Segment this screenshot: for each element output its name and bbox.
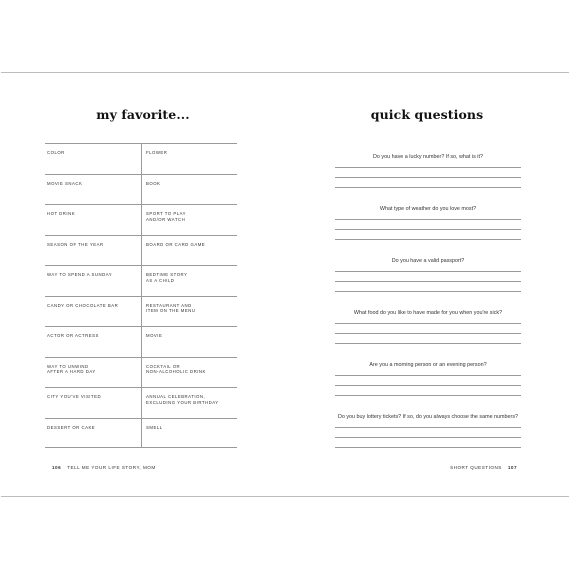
answer-line[interactable] xyxy=(335,395,521,396)
favorite-prompt[interactable]: ACTOR OR ACTRESS xyxy=(47,333,99,338)
column-divider xyxy=(141,175,142,205)
answer-line[interactable] xyxy=(335,375,521,376)
favorite-prompt[interactable]: COCKTAIL OR NON-ALCOHOLIC DRINK xyxy=(146,363,206,375)
question-text: Do you have a lucky number? If so, what is it? xyxy=(373,154,483,160)
favorite-prompt[interactable]: CANDY OR CHOCOLATE BAR xyxy=(47,302,119,308)
column-divider xyxy=(141,388,142,418)
favorite-prompt[interactable]: MOVIE xyxy=(146,333,163,338)
page-number: 106 xyxy=(52,465,62,470)
favorite-prompt[interactable]: HOT DRINK xyxy=(47,211,76,216)
page-heading-favorites: my favorite... xyxy=(96,107,190,122)
question-item xyxy=(333,205,523,257)
favorite-prompt[interactable]: BOARD OR CARD GAME xyxy=(146,241,206,247)
favorites-row xyxy=(45,296,237,327)
answer-line[interactable] xyxy=(335,323,521,324)
column-divider xyxy=(141,327,142,357)
column-divider xyxy=(141,297,142,327)
answer-line[interactable] xyxy=(335,187,521,188)
right-page xyxy=(285,73,569,496)
favorite-prompt[interactable]: SPORT TO PLAY AND/OR WATCH xyxy=(146,211,187,222)
answer-line[interactable] xyxy=(335,447,521,448)
favorite-prompt[interactable]: COLOR xyxy=(47,150,65,155)
answer-line[interactable] xyxy=(335,437,521,438)
favorite-prompt[interactable]: WAY TO SPEND A SUNDAY xyxy=(47,272,113,277)
favorite-prompt[interactable]: SMELL xyxy=(146,424,163,430)
column-divider xyxy=(141,419,142,448)
answer-line[interactable] xyxy=(335,177,521,178)
favorites-row xyxy=(45,418,237,449)
column-divider xyxy=(141,236,142,266)
favorites-row xyxy=(45,235,237,266)
book-spread xyxy=(1,72,569,497)
favorites-row xyxy=(45,174,237,205)
right-page-footer xyxy=(450,465,523,470)
favorites-row xyxy=(45,357,237,388)
question-item xyxy=(333,361,523,413)
favorite-prompt[interactable]: BOOK xyxy=(146,180,161,186)
question-item xyxy=(333,153,523,205)
answer-line[interactable] xyxy=(335,219,521,220)
answer-line[interactable] xyxy=(335,343,521,344)
favorite-prompt[interactable]: WAY TO UNWIND AFTER A HARD DAY xyxy=(47,363,96,375)
question-text: Do you have a valid passport? xyxy=(391,258,465,264)
column-divider xyxy=(141,358,142,388)
question-item xyxy=(333,309,523,361)
favorite-prompt[interactable]: SEASON OF THE YEAR xyxy=(47,241,104,247)
page-heading-quick-questions: quick questions xyxy=(370,107,484,122)
question-text: Do you buy lottery tickets? If so, do you always choose the same numbers? xyxy=(337,414,519,420)
column-divider xyxy=(141,266,142,296)
answer-line[interactable] xyxy=(335,385,521,386)
answer-line[interactable] xyxy=(335,239,521,240)
favorites-row xyxy=(45,387,237,418)
answer-line[interactable] xyxy=(335,333,521,334)
favorites-row xyxy=(45,204,237,235)
favorites-row xyxy=(45,265,237,296)
left-page-footer xyxy=(46,465,156,470)
favorite-prompt[interactable]: FLOWER xyxy=(146,150,168,155)
question-text: Are you a morning person or an evening person? xyxy=(369,362,487,368)
favorite-prompt[interactable]: CITY YOU'VE VISITED xyxy=(47,394,102,399)
question-item xyxy=(333,257,523,309)
answer-line[interactable] xyxy=(335,167,521,168)
answer-line[interactable] xyxy=(335,281,521,282)
question-item xyxy=(333,413,523,465)
favorite-prompt[interactable]: MOVIE SNACK xyxy=(47,180,83,186)
favorite-prompt[interactable]: DESSERT OR CAKE xyxy=(47,424,96,430)
page-number: 107 xyxy=(507,465,517,470)
answer-line[interactable] xyxy=(335,271,521,272)
answer-line[interactable] xyxy=(335,291,521,292)
favorite-prompt[interactable]: BEDTIME STORY AS A CHILD xyxy=(146,272,188,283)
favorite-prompt[interactable]: ANNUAL CELEBRATION, EXCLUDING YOUR BIRTHDAY xyxy=(146,394,219,405)
favorites-grid xyxy=(45,143,237,448)
questions-list xyxy=(333,153,523,465)
running-title: TELL ME YOUR LIFE STORY, MOM xyxy=(67,465,156,470)
favorites-row xyxy=(45,326,237,357)
question-text: What type of weather do you love most? xyxy=(379,206,477,212)
answer-line[interactable] xyxy=(335,427,521,428)
left-page xyxy=(1,73,285,496)
question-text: What food do you like to have made for you when you're sick? xyxy=(353,310,503,316)
answer-line[interactable] xyxy=(335,229,521,230)
column-divider xyxy=(141,144,142,174)
favorites-row xyxy=(45,143,237,174)
section-title: SHORT QUESTIONS xyxy=(450,465,502,470)
column-divider xyxy=(141,205,142,235)
favorite-prompt[interactable]: RESTAURANT AND ITEM ON THE MENU xyxy=(146,302,196,314)
